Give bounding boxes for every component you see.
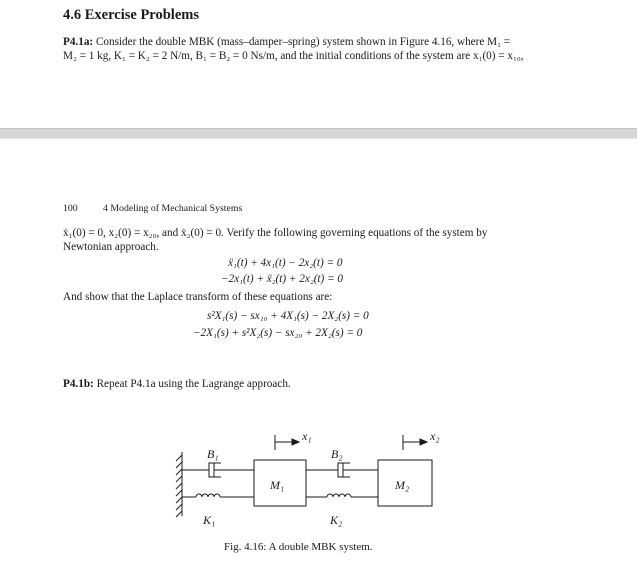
problem-p41a-line2: M₂ = 1 kg, K₁ = K₂ = 2 N/m, B₁ = B₂ = 0 Ns/m, and the initial conditions of the system are x₁(0) = x₁₀, xyxy=(63,50,524,62)
label-m1: M₁ xyxy=(270,478,285,492)
spring-k2 xyxy=(306,494,378,497)
page-number: 100 xyxy=(63,203,78,214)
label-k1: K₁ xyxy=(203,513,216,527)
section-title: 4.6 Exercise Problems xyxy=(63,7,199,23)
problem-p41b-text: Repeat P4.1a using the Lagrange approach. xyxy=(93,378,291,390)
laplace-intro: And show that the Laplace transform of these equations are: xyxy=(63,291,333,303)
problem-p41a-text: Consider the double MBK (mass–damper–spring) system shown in Figure 4.16, where M₁ = xyxy=(93,36,511,48)
damper-b1 xyxy=(182,463,254,477)
wall-hatching xyxy=(176,455,182,517)
label-x2: x₂ xyxy=(430,429,440,443)
label-x1: x₁ xyxy=(302,429,312,443)
figure-caption: Fig. 4.16: A double MBK system. xyxy=(224,541,373,553)
spring-k1 xyxy=(182,494,254,497)
laplace-equation-2: −2X₁(s) + s²X₂(s) − sx₂₀ + 2X₂(s) = 0 xyxy=(193,327,363,339)
laplace-equation-1: s²X₁(s) − sx₁₀ + 4X₁(s) − 2X₂(s) = 0 xyxy=(207,310,369,322)
damper-b2 xyxy=(306,463,378,477)
label-k2: K₂ xyxy=(330,513,343,527)
chapter-header: 4 Modeling of Mechanical Systems xyxy=(103,203,243,214)
problem-p41a-label: P4.1a: xyxy=(63,36,94,48)
problem-p41b-label: P4.1b: xyxy=(63,378,94,390)
continuation-line2: Newtonian approach. xyxy=(63,241,159,253)
label-b2: B₂ xyxy=(331,447,343,461)
displacement-arrow-x1 xyxy=(275,435,299,450)
label-b1: B₁ xyxy=(207,447,219,461)
continuation-line1: ẋ₁(0) = 0, x₂(0) = x₂₀, and ẋ₂(0) = 0. Verify the following governing equations of the system by xyxy=(63,227,488,239)
governing-equation-2: −2x₁(t) + ẍ₂(t) + 2x₂(t) = 0 xyxy=(221,273,344,285)
displacement-arrow-x2 xyxy=(403,435,427,450)
label-m2: M₂ xyxy=(395,478,410,492)
governing-equation-1: ẍ₁(t) + 4x₁(t) − 2x₂(t) = 0 xyxy=(228,257,343,269)
